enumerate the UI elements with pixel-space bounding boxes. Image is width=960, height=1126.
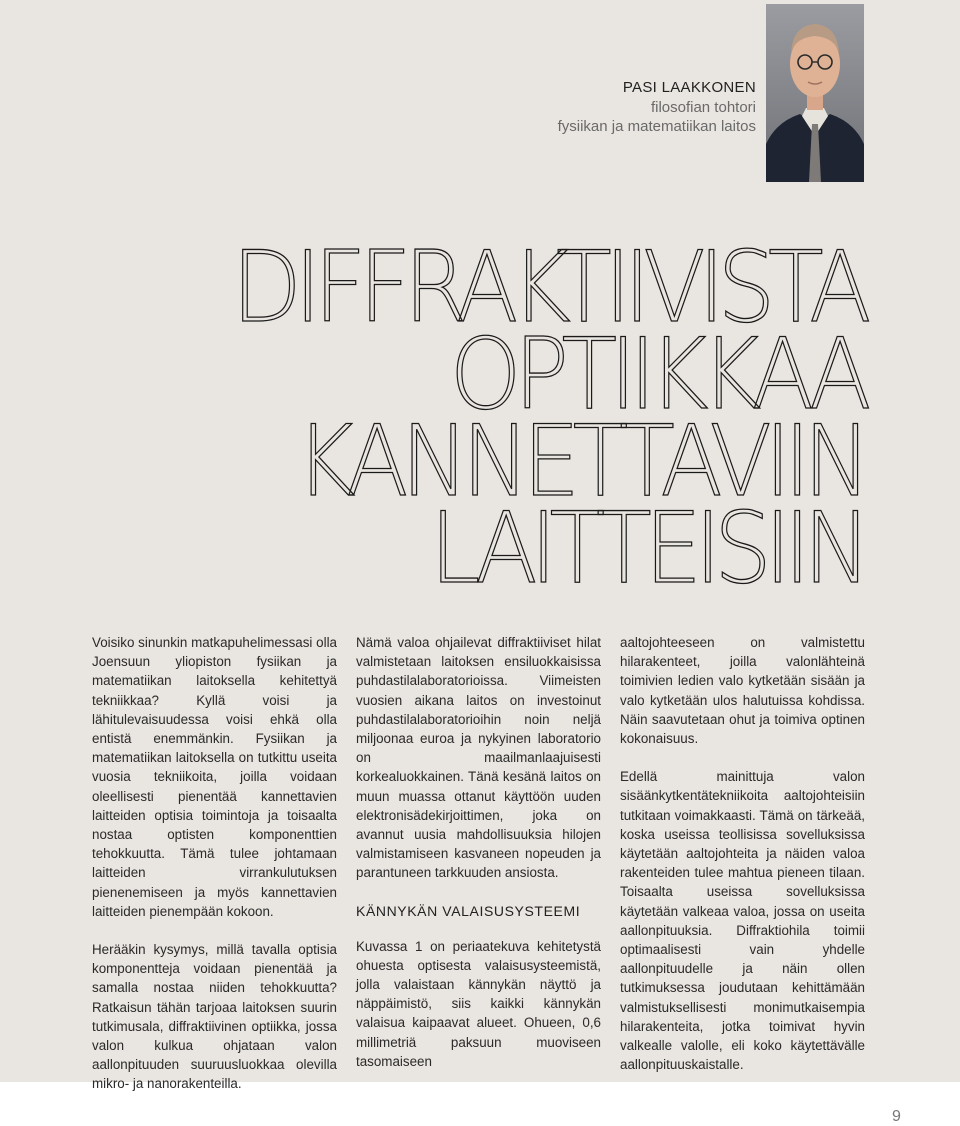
page-number: 9	[892, 1108, 901, 1125]
text-column-2	[356, 633, 601, 1071]
body-paragraph: Kuvassa 1 on periaatekuva kehitetystä ohuesta optisesta valaisusysteemistä, jolla valaistaan kännykän näyttö ja näppäimistö, siis kaikki kännykän valaisua kaipaavat alueet. Ohueen, 0,6 millimetriä paksuun muoviseen tasomaiseen	[356, 938, 601, 1069]
title-line: KANNETTAVIIN	[295, 405, 864, 519]
body-paragraph: Edellä mainittuja valon sisäänkytkentätekniikoita aaltojohteisiin tutkitaan voimakkaasti. Tämä on tärkeää, koska useissa teollisissa sovelluksissa käytetään aaltojohteita ja näiden valoa rakenteiden tulee mahtua pieneen tilaan. Toisaalta useissa sovelluksissa käytetään valkeaa valoa, jossa on useita aallonpituuksia. Diffraktiohila toimii optimaalisesti vain yhdelle aallonpituudelle ja näin ollen tutkimuksessa joudutaan kehittämään valmistuksellisesti monimutkaisempia hilarakenteita, jotka toimivat hyvin valkealle valolle, eli koko käytettävälle aallonpituuskaistalle.	[620, 769, 865, 1073]
title-line: LAITTEISIIN	[429, 492, 864, 606]
text-column-1	[92, 633, 337, 1094]
body-paragraph: Nämä valoa ohjailevat diffraktiiviset hilat valmistetaan laitoksen ensiluokkaisissa puhdastilalaboratorioissa. Viimeisten vuosien aikana laitos on investoinut puhdastilalaboratorioihin noin neljä miljoonaa euroa ja nykyinen laboratorio on maailmanlaajuisesti korkealuokkainen. Tänä kesänä laitos on muun muassa ottanut käyttöön uuden elektronisädekirjoittimen, joka on avannut uusia mahdollisuuksia hilojen valmistamiseen kasvaneen nopeuden ja parantuneen tarkkuuden ansiosta.	[356, 635, 601, 881]
title-line: DIFFRAKTIIVISTA	[231, 231, 864, 345]
author-info	[558, 78, 756, 137]
author-portrait	[766, 4, 864, 182]
author-name: PASI LAAKKONEN	[622, 79, 756, 96]
text-column-3	[620, 633, 865, 1074]
article-title	[231, 231, 864, 606]
body-paragraph: aaltojohteeseen on valmistettu hilarakenteet, joilla valonlähteinä toimivien ledien valo kytketään sisään ja valo kytketään ulos halutuissa kohdissa. Näin saavutetaan ohut ja toimiva optinen kokonaisuus.	[620, 635, 865, 747]
author-department: fysiikan ja matematiikan laitos	[557, 118, 756, 135]
section-heading: KÄNNYKÄN VALAISUSYSTEEMI	[356, 902, 581, 919]
body-paragraph: Voisiko sinunkin matkapuhelimessasi olla Joensuun yliopiston fysiikan ja matematiikan laitoksella kehitettyä tekniikkaa? Kyllä voisi ja lähitulevaisuudessa voisi ehkä olla entistä enemmänkin. Fysiikan ja matematiikan laitoksella on tutkittu useita vuosia tekniikoita, joilla voidaan oleellisesti pienentää kannettavien laitteiden optisia toimintoja ja toisaalta nostaa optisten komponenttien tehokkuutta. Tämä tulee johtamaan laitteiden virrankulutuksen pienenemiseen ja myös kannettavien laitteiden pienempään kokoon.	[92, 635, 337, 919]
body-paragraph: Herääkin kysymys, millä tavalla optisia komponentteja voidaan pienentää ja samalla nostaa niiden tehokkuutta? Ratkaisun tähän tarjoaa laitoksen suurin tutkimusala, diffraktiivinen optiikka, jossa valon kulkua ohjataan valon aallonpituuden suuruusluokkaa olevilla mikro- ja nanorakenteilla.	[92, 942, 337, 1092]
author-degree: filosofian tohtori	[650, 98, 756, 116]
title-line: OPTIIKKAA	[449, 318, 864, 432]
